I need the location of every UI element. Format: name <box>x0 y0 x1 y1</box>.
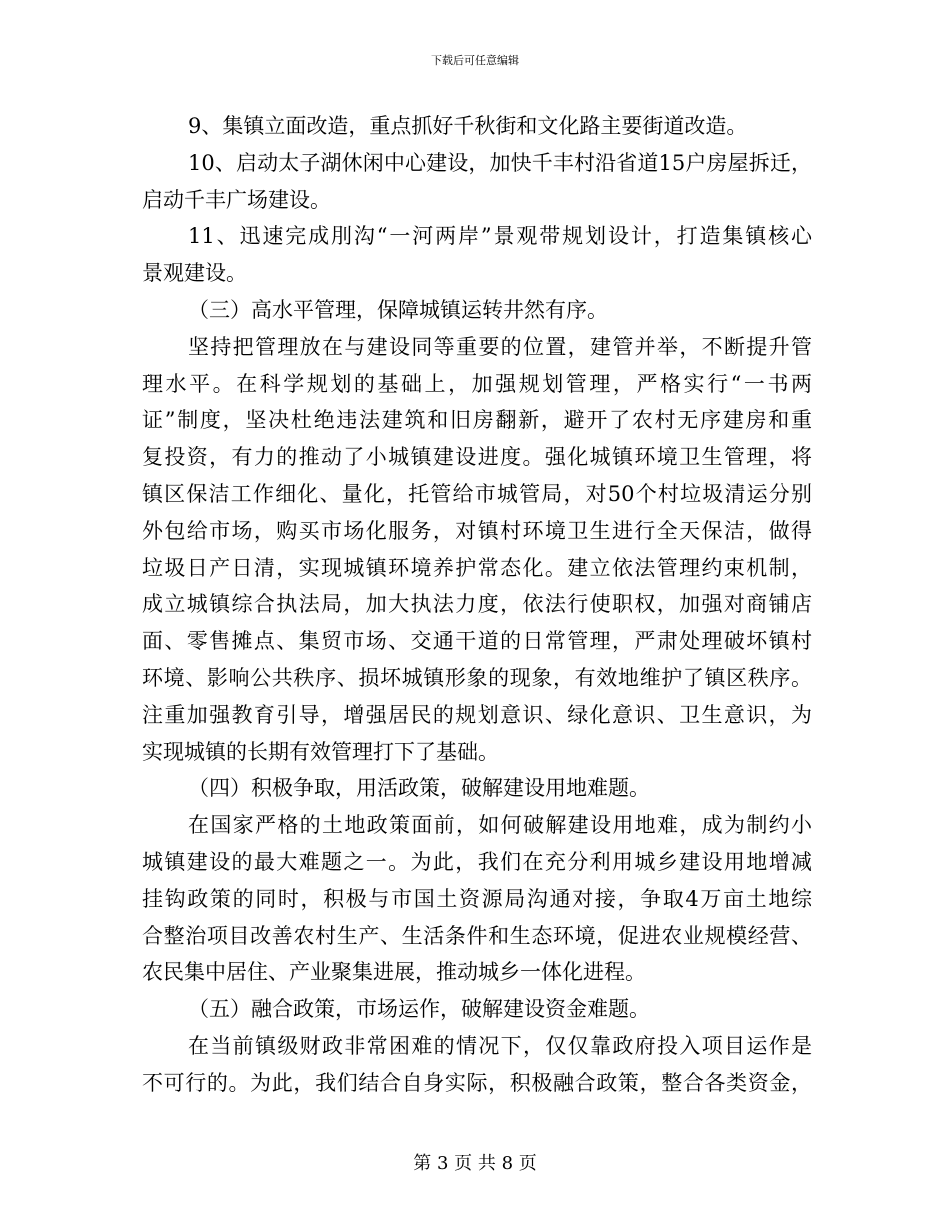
text-line: 实现城镇的长期有效管理打下了基础。 <box>142 739 499 764</box>
text-line: 理水平。在科学规划的基础上，加强规划管理，严格实行“一书两 <box>142 371 812 396</box>
text-line: 在国家严格的土地政策面前，如何破解建设用地难，成为制约小 <box>188 813 812 838</box>
text-line: 证”制度，坚决杜绝违法建筑和旧房翻新，避开了农村无序建房和重 <box>142 408 812 433</box>
text-line: 10、启动太子湖休闲中心建设，加快千丰村沿省道15户房屋拆迁， <box>188 150 812 175</box>
text-line: 不可行的。为此，我们结合自身实际，积极融合政策，整合各类资金， <box>142 1070 812 1095</box>
section-heading: （四）积极争取，用活政策，破解建设用地难题。 <box>188 776 650 801</box>
text-line: 农民集中居住、产业聚集进展，推动城乡一体化进程。 <box>142 960 646 985</box>
text-line: 11、迅速完成刖沟“一河两岸”景观带规划设计，打造集镇核心 <box>188 224 812 249</box>
text-line: 合整治项目改善农村生产、生活条件和生态环境，促进农业规模经营、 <box>142 923 812 948</box>
text-line: 坚持把管理放在与建设同等重要的位置，建管并举，不断提升管 <box>188 334 812 359</box>
text-line: 外包给市场，购买市场化服务，对镇村环境卫生进行全天保洁，做得 <box>142 518 812 543</box>
text-line: 景观建设。 <box>142 261 247 286</box>
text-line: 启动千丰广场建设。 <box>142 187 331 212</box>
page-header: 下载后可任意编辑 <box>431 54 519 67</box>
section-heading: （五）融合政策，市场运作，破解建设资金难题。 <box>188 997 650 1022</box>
section-heading: （三）高水平管理，保障城镇运转井然有序。 <box>188 297 608 322</box>
text-line: 挂钩政策的同时，积极与市国土资源局沟通对接，争取4万亩土地综 <box>142 886 812 911</box>
text-line: 成立城镇综合执法局，加大执法力度，依法行使职权，加强对商铺店 <box>142 592 812 617</box>
document-body <box>142 108 812 1102</box>
text-line: 城镇建设的最大难题之一。为此，我们在充分利用城乡建设用地增减 <box>142 849 812 874</box>
page-footer: 第 3 页 共 8 页 <box>413 1153 537 1174</box>
text-line: 垃圾日产日清，实现城镇环境养护常态化。建立依法管理约束机制， <box>142 555 812 580</box>
text-line: 环境、影响公共秩序、损坏城镇形象的现象，有效地维护了镇区秩序。 <box>142 665 812 690</box>
text-line: 复投资，有力的推动了小城镇建设进度。强化城镇环境卫生管理，将 <box>142 445 812 470</box>
text-line: 9、集镇立面改造，重点抓好千秋街和文化路主要街道改造。 <box>188 114 748 138</box>
text-line: 镇区保洁工作细化、量化，托管给市城管局，对50个村垃圾清运分别 <box>142 481 812 506</box>
text-line: 在当前镇级财政非常困难的情况下，仅仅靠政府投入项目运作是 <box>188 1033 812 1058</box>
text-line: 注重加强教育引导，增强居民的规划意识、绿化意识、卫生意识，为 <box>142 702 812 727</box>
text-line: 面、零售摊点、集贸市场、交通干道的日常管理，严肃处理破坏镇村 <box>142 629 812 654</box>
